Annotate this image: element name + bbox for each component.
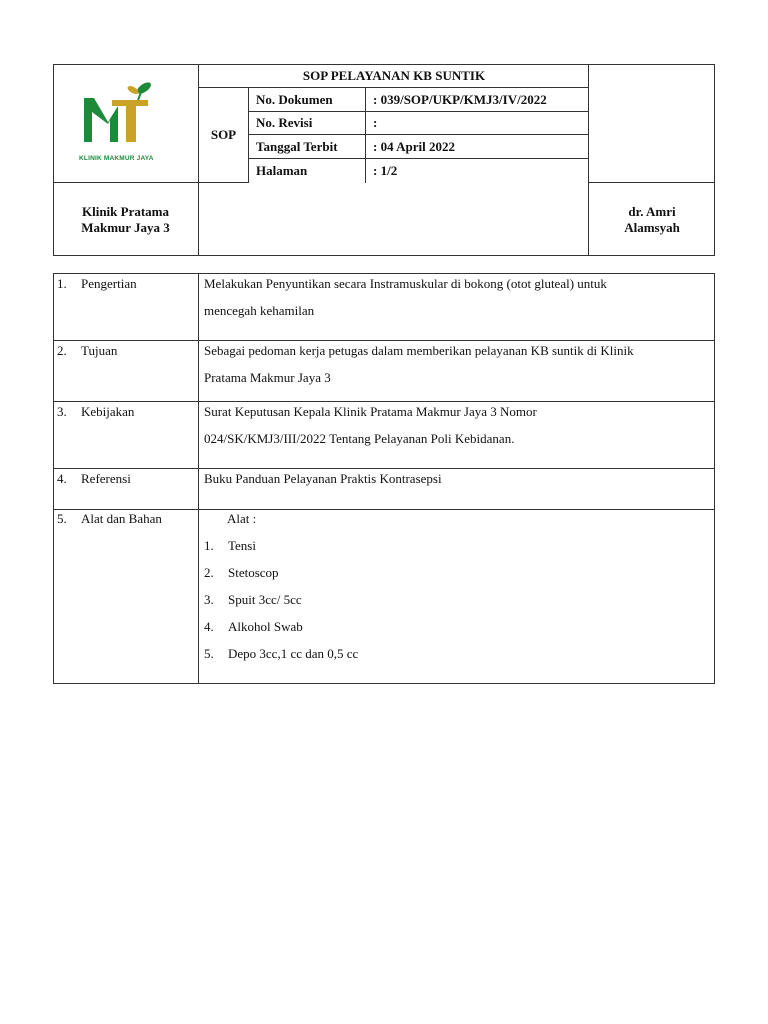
equipment-number: 3. [204, 592, 214, 607]
doctor-name-line2: Alamsyah [624, 219, 680, 235]
equipment-item [204, 532, 712, 559]
section-label-tujuan [57, 337, 197, 364]
equipment-number: 5. [204, 646, 214, 661]
section-text-line: Pratama Makmur Jaya 3 [204, 370, 331, 385]
equipment-number: 4. [204, 619, 214, 634]
doc-number-label: No. Dokumen [249, 88, 366, 112]
equipment-text: Spuit 3cc/ 5cc [228, 592, 302, 607]
section-label-kebijakan [57, 398, 197, 425]
equipment-text: Depo 3cc,1 cc dan 0,5 cc [228, 646, 359, 661]
logo-text: KLINIK MAKMUR JAYA [79, 155, 154, 162]
sop-label: SOP [199, 88, 249, 183]
revision-label: No. Revisi [249, 112, 366, 135]
section-text-line: Sebagai pedoman kerja petugas dalam memberikan pelayanan KB suntik di Klinik [204, 343, 634, 358]
section-content-tujuan [204, 337, 712, 391]
section-content-kebijakan [204, 398, 712, 452]
content-column-divider [198, 273, 199, 684]
doc-number-value: : 039/SOP/UKP/KMJ3/IV/2022 [366, 88, 588, 112]
clinic-name-line2: Makmur Jaya 3 [81, 219, 170, 235]
section-label: Pengertian [81, 276, 137, 291]
equipment-text: Alkohol Swab [228, 619, 303, 634]
section-text-line: mencegah kehamilan [204, 303, 315, 318]
section-number: 1. [57, 276, 67, 291]
doctor-name-line1: dr. Amri [628, 203, 676, 219]
clinic-name-cell [53, 183, 199, 256]
page-value: : 1/2 [373, 163, 398, 178]
equipment-intro: Alat : [227, 511, 257, 526]
section-number: 4. [57, 471, 67, 486]
section-number: 2. [57, 343, 67, 358]
section-label: Alat dan Bahan [81, 511, 162, 526]
section-content-referensi [204, 465, 712, 492]
section-text-line: Melakukan Penyuntikan secara Instramuskular di bokong (otot gluteal) untuk [204, 276, 607, 291]
section-label-referensi [57, 465, 197, 492]
clinic-logo-icon [78, 76, 178, 151]
section-text-line: 024/SK/KMJ3/III/2022 Tentang Pelayanan Poli Kebidanan. [204, 431, 515, 446]
section-label-pengertian [57, 270, 197, 297]
equipment-item [204, 613, 712, 640]
clinic-name-line1: Klinik Pratama [81, 203, 170, 219]
page-label: Halaman [249, 159, 366, 183]
equipment-number: 1. [204, 538, 214, 553]
header-right-empty-cell [588, 64, 715, 183]
section-number: 3. [57, 404, 67, 419]
section-label: Referensi [81, 471, 131, 486]
equipment-item [204, 586, 712, 613]
equipment-number: 2. [204, 565, 214, 580]
header-middle-empty-cell [199, 183, 589, 256]
equipment-text: Tensi [228, 538, 256, 553]
doctor-name-cell [588, 183, 715, 256]
equipment-item [204, 640, 712, 667]
section-text-line: Surat Keputusan Kepala Klinik Pratama Makmur Jaya 3 Nomor [204, 404, 537, 419]
section-label: Kebijakan [81, 404, 135, 419]
doc-info-table [249, 88, 588, 183]
revision-value: : [366, 112, 588, 135]
equipment-text: Stetoscop [228, 565, 279, 580]
issue-date-value: : 04 April 2022 [366, 135, 588, 159]
section-content-pengertian [204, 270, 712, 324]
section-content-alat-bahan [204, 505, 712, 667]
document-title: SOP PELAYANAN KB SUNTIK [199, 64, 589, 88]
section-text-line: Buku Panduan Pelayanan Praktis Kontrasepsi [204, 471, 442, 486]
equipment-item [204, 559, 712, 586]
section-label-alat-bahan [57, 505, 197, 532]
issue-date-label: Tanggal Terbit [249, 135, 366, 159]
section-number: 5. [57, 511, 67, 526]
logo-cell [53, 64, 199, 183]
section-label: Tujuan [81, 343, 118, 358]
